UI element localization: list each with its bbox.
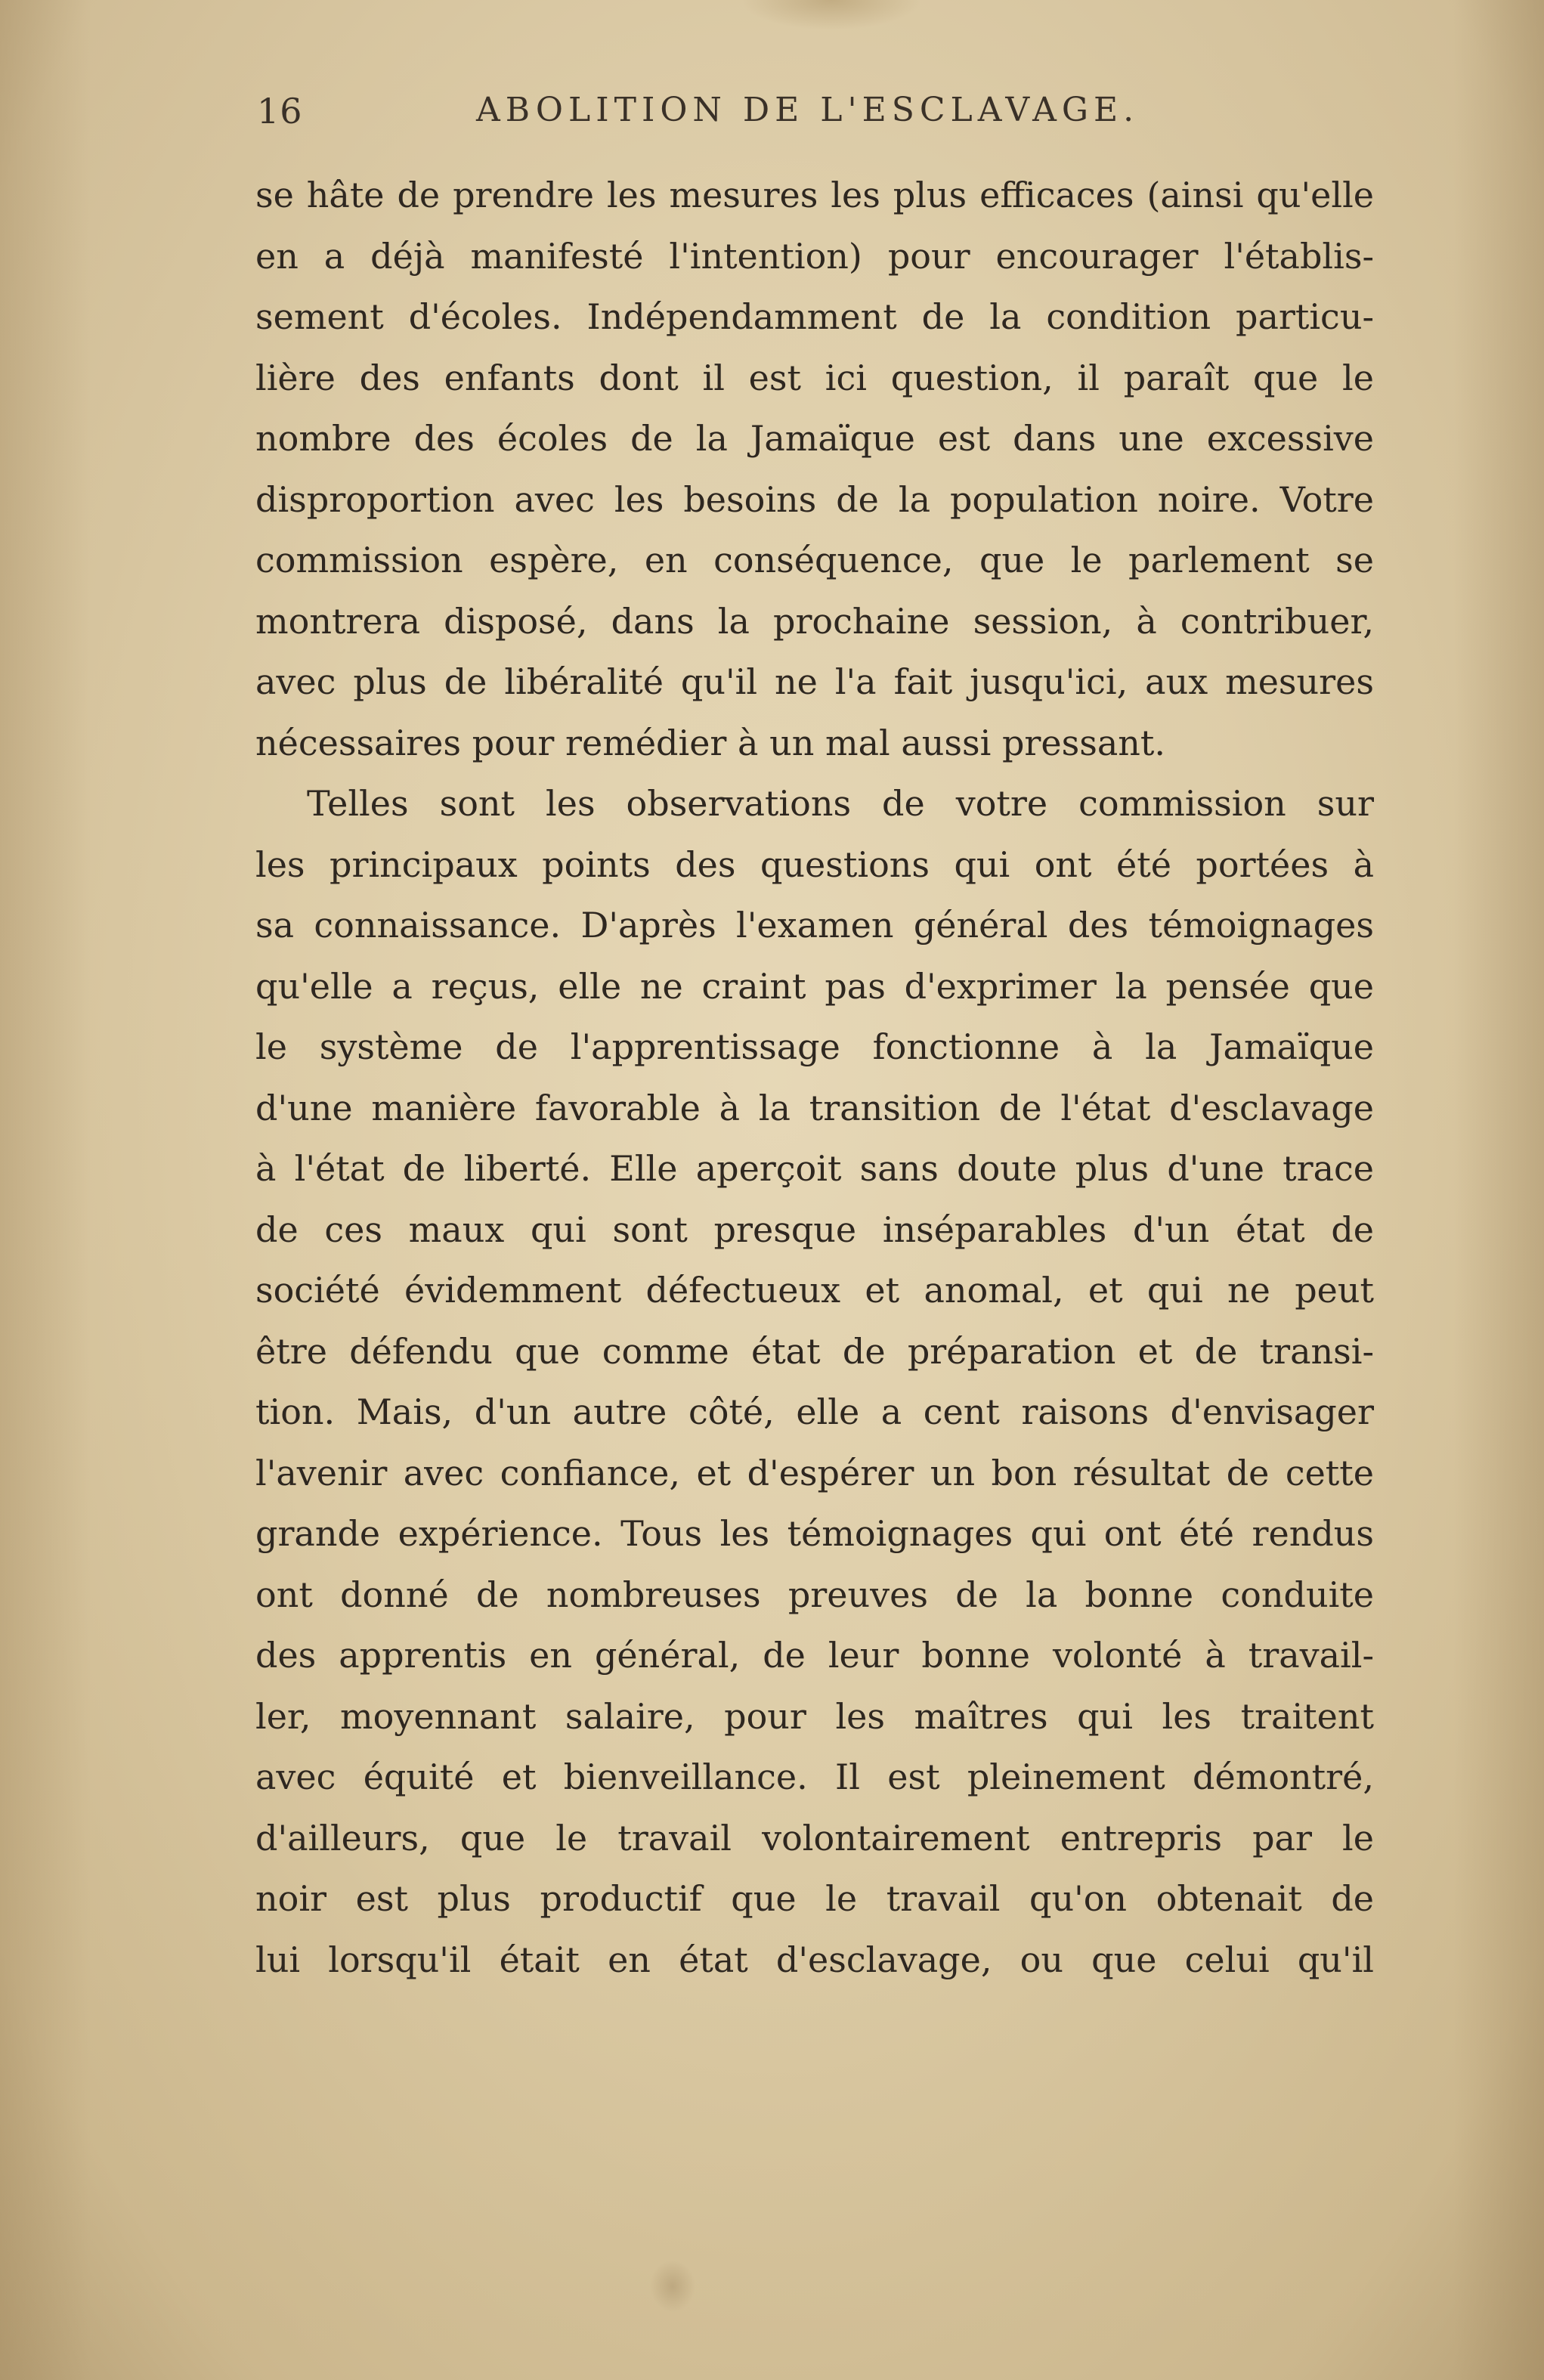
text-line: à l'état de liberté. Elle aperçoit sans doute plus d'une trace: [255, 1148, 1374, 1189]
text-line: sa connaissance. D'après l'examen général des témoignages: [255, 905, 1374, 946]
text-line: tion. Mais, d'un autre côté, elle a cent raisons d'envisager: [255, 1391, 1374, 1432]
page-header: [257, 91, 1375, 144]
running-title: ABOLITION DE L'ESCLAVAGE.: [476, 91, 1140, 129]
text-line: nombre des écoles de la Jamaïque est dans une excessive: [255, 418, 1374, 459]
text-line: des apprentis en général, de leur bonne volonté à travail-: [255, 1635, 1374, 1676]
text-line: ler, moyennant salaire, pour les maîtres qui les traitent: [255, 1695, 1374, 1737]
text-line: qu'elle a reçus, elle ne craint pas d'exprimer la pensée que: [255, 965, 1374, 1007]
text-line: Telles sont les observations de votre commission sur: [307, 783, 1374, 824]
text-line: lui lorsqu'il était en état d'esclavage, ou que celui qu'il: [255, 1939, 1374, 1980]
text-line: de ces maux qui sont presque inséparables d'un état de: [255, 1209, 1374, 1250]
text-line: société évidemment défectueux et anomal, et qui ne peut: [255, 1270, 1374, 1311]
paper-stain-bottom: [650, 2260, 695, 2313]
text-line: d'ailleurs, que le travail volontairement entrepris par le: [255, 1817, 1374, 1859]
text-line: le système de l'apprentissage fonctionne à la Jamaïque: [255, 1026, 1374, 1067]
text-line: les principaux points des questions qui ont été portées à: [255, 843, 1374, 885]
text-line: se hâte de prendre les mesures les plus efficaces (ainsi qu'elle: [255, 175, 1374, 215]
text-line: commission espère, en conséquence, que le parlement se: [255, 540, 1374, 580]
text-line: d'une manière favorable à la transition de l'état d'esclavage: [255, 1087, 1374, 1128]
text-line: avec plus de libéralité qu'il ne l'a fait jusqu'ici, aux mesures: [255, 661, 1374, 702]
body-text: [255, 165, 1374, 1990]
text-line: être défendu que comme état de préparation et de transi-: [255, 1330, 1374, 1372]
text-line: grande expérience. Tous les témoignages qui ont été rendus: [255, 1513, 1374, 1554]
text-line: lière des enfants dont il est ici question, il paraît que le: [255, 357, 1374, 398]
text-line: montrera disposé, dans la prochaine session, à contribuer,: [255, 600, 1374, 642]
text-line: sement d'écoles. Indépendamment de la condition particu-: [255, 296, 1374, 337]
paper-stain-top: [741, 0, 922, 30]
paper-edge-shadow-left: [0, 0, 91, 2380]
text-line: disproportion avec les besoins de la population noire. Votre: [255, 478, 1374, 520]
text-line: ont donné de nombreuses preuves de la bonne conduite: [255, 1574, 1374, 1615]
page-number: 16: [257, 91, 303, 132]
text-line: nécessaires pour remédier à un mal aussi pressant.: [255, 722, 1165, 763]
text-line: en a déjà manifesté l'intention) pour encourager l'établis-: [255, 235, 1374, 277]
text-line: l'avenir avec confiance, et d'espérer un bon résultat de cette: [255, 1452, 1374, 1493]
paper-edge-shadow-right: [1453, 0, 1544, 2380]
text-line: avec équité et bienveillance. Il est pleinement démontré,: [255, 1756, 1374, 1797]
text-line: noir est plus productif que le travail qu'on obtenait de: [255, 1878, 1374, 1919]
